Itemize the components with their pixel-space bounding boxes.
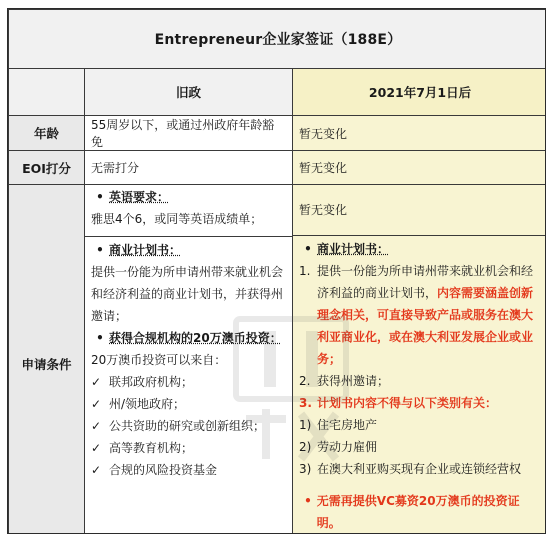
funding-intro: 20万澳币投资可以来自： [91,353,227,367]
bullet-icon: • [96,243,104,257]
header-blank [9,69,85,116]
bullet-icon: • [96,331,104,345]
check-icon: ✓ [91,441,102,455]
excluded-category: 2) 劳动力雇佣 [299,440,378,454]
excluded-category: 1) 住宅房地产 [299,418,378,432]
eoi-old-value: 无需打分 [85,151,293,185]
business-plan-old-block [91,237,286,489]
new-plan-item-3: 3. 计划书内容不得与以下类别有关： [299,396,498,410]
row-label-apply: 申请条件 [9,185,85,535]
english-title: 英语要求： [109,190,170,204]
apply-old-cell [85,185,293,535]
vc-note: • 无需再提供VC募资20万澳币的投资证明。 [299,490,541,534]
funding-source-item: ✓ 联邦政府机构； [91,371,286,393]
funding-source-item: ✓ 州/领地政府； [91,393,286,415]
business-plan-title-new: 商业计划书： [317,242,390,256]
english-new-value: 暂无变化 [299,203,348,217]
bullet-icon: • [304,494,312,508]
funding-title: 获得合规机构的20万澳币投资： [109,331,282,345]
bullet-icon: • [304,242,312,256]
apply-new-cell [293,185,547,535]
business-plan-new-block [299,236,541,534]
header-new-policy: 2021年7月1日后 [293,69,547,116]
visa-comparison-table-frame [7,8,546,534]
funding-source-item: ✓ 公共资助的研究或创新组织； [91,415,286,437]
check-icon: ✓ [91,375,102,389]
new-plan-item-1: 1. 提供一份能为所申请州带来就业机会和经济利益的商业计划书，内容需要涵盖创新理念相关，可直接导致产品或服务在澳大利亚商业化，或在澳大利亚发展企业或业务； [299,264,534,366]
eoi-new-value: 暂无变化 [293,151,547,185]
header-old-policy: 旧政 [85,69,293,116]
check-icon: ✓ [91,397,102,411]
bullet-icon: • [96,190,104,204]
new-plan-item-2: 2. 获得州邀请； [299,374,390,388]
excluded-category: 3) 在澳大利亚购买现有企业或连锁经营权 [299,462,522,476]
innovation-requirement: 内容需要涵盖创新理念相关，可直接导致产品或服务在澳大利亚商业化，或在澳大利亚发展企业或业务； [317,286,534,366]
business-plan-title-old: 商业计划书： [109,243,182,257]
age-old-value: 55周岁以下，或通过州政府年龄豁免 [85,116,293,151]
english-new-block [299,185,541,235]
funding-source-item: ✓ 合规的风险投资基金 [91,459,286,489]
visa-comparison-table [8,9,546,534]
check-icon: ✓ [91,419,102,433]
age-new-value: 暂无变化 [293,116,547,151]
check-icon: ✓ [91,463,102,477]
english-requirement: 雅思4个6，或同等英语成绩单； [91,212,263,226]
funding-source-item: ✓ 高等教育机构； [91,437,286,459]
row-label-age: 年龄 [9,116,85,151]
english-old-block [91,185,286,236]
row-label-eoi: EOI打分 [9,151,85,185]
business-plan-text-old: 提供一份能为所申请州带来就业机会和经济利益的商业计划书，并获得州邀请； [91,265,284,323]
table-title: Entrepreneur企业家签证（188E） [9,10,547,69]
